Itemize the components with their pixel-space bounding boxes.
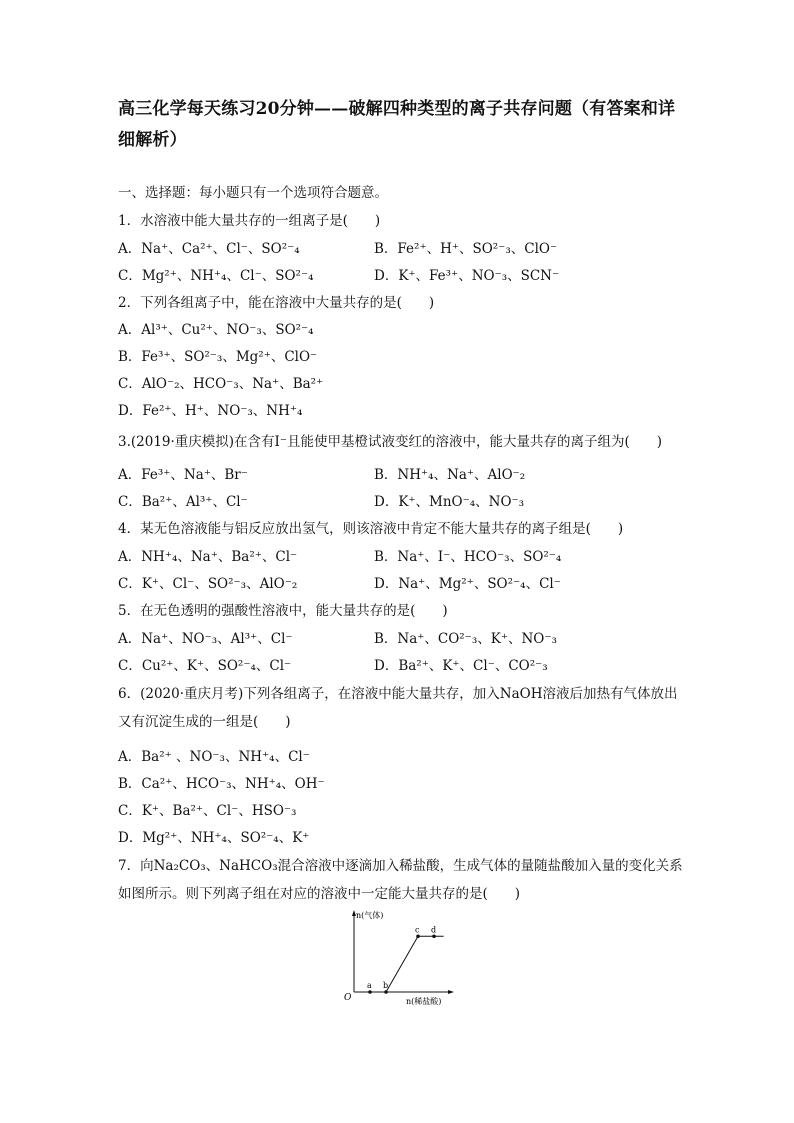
- q1-option-b: B．Fe²⁺、H⁺、SO²⁻₃、ClO⁻: [374, 241, 558, 257]
- q6-option-b: B．Ca²⁺、HCO⁻₃、NH⁺₄、OH⁻: [118, 776, 325, 792]
- q4-option-a: A．NH⁺₄、Na⁺、Ba²⁺、Cl⁻: [118, 549, 298, 565]
- point-b: [384, 990, 388, 994]
- q5-option-a: A．Na⁺、NO⁻₃、Al³⁺、Cl⁻: [118, 631, 293, 647]
- point-c: [416, 934, 420, 938]
- q1-option-c: C．Mg²⁺、NH⁺₄、Cl⁻、SO²⁻₄: [118, 268, 314, 284]
- x-axis-label: n(稀盐酸): [406, 997, 442, 1006]
- q3-option-d: D．K⁺、MnO⁻₄、NO⁻₃: [374, 494, 525, 510]
- q3-option-b: B．NH⁺₄、Na⁺、AlO⁻₂: [374, 467, 526, 483]
- q5-option-c: C．Cu²⁺、K⁺、SO²⁻₄、Cl⁻: [118, 658, 292, 674]
- section-header: 一、选择题：每小题只有一个选项符合题意。: [118, 185, 388, 201]
- point-label-d: d: [431, 925, 437, 935]
- question-4-stem: 4．某无色溶液能与铝反应放出氢气，则该溶液中肯定不能大量共存的离子组是( ): [118, 521, 624, 537]
- q4-option-d: D．Na⁺、Mg²⁺、SO²⁻₄、Cl⁻: [374, 576, 561, 592]
- point-label-c: c: [415, 925, 420, 935]
- q2-option-d: D．Fe²⁺、H⁺、NO⁻₃、NH⁺₄: [118, 403, 303, 419]
- question-2-stem: 2．下列各组离子中，能在溶液中大量共存的是( ): [118, 295, 435, 311]
- graph-marks: [367, 925, 444, 994]
- origin-label: O: [344, 993, 352, 1003]
- q2-option-a: A．Al³⁺、Cu²⁺、NO⁻₃、SO²⁻₄: [118, 322, 314, 338]
- q3-option-c: C．Ba²⁺、Al³⁺、Cl⁻: [118, 494, 248, 510]
- question-3-stem: 3.(2019·重庆模拟)在含有I⁻且能使甲基橙试液变红的溶液中，能大量共存的离子组为( ): [118, 434, 663, 450]
- q2-option-b: B．Fe³⁺、SO²⁻₃、Mg²⁺、ClO⁻: [118, 349, 318, 365]
- q3-option-a: A．Fe³⁺、Na⁺、Br⁻: [118, 467, 248, 483]
- q6-option-a: A．Ba²⁺ 、NO⁻₃、NH⁺₄、Cl⁻: [118, 749, 310, 765]
- gas-curve: [386, 936, 444, 992]
- q2-option-c: C．AlO⁻₂、HCO⁻₃、Na⁺、Ba²⁺: [118, 376, 324, 392]
- q1-option-d: D．K⁺、Fe³⁺、NO⁻₃、SCN⁻: [374, 268, 560, 284]
- point-label-a: a: [367, 981, 372, 990]
- question-5-stem: 5．在无色透明的强酸性溶液中，能大量共存的是( ): [118, 603, 448, 619]
- q5-option-d: D．Ba²⁺、K⁺、Cl⁻、CO²⁻₃: [374, 658, 548, 674]
- q4-option-b: B．Na⁺、I⁻、HCO⁻₃、SO²⁻₄: [374, 549, 562, 565]
- question-6-stem: 6．(2020·重庆月考)下列各组离子，在溶液中能大量共存，加入NaOH溶液后加热有气体放出又有沉淀生成的一组是( ): [118, 686, 678, 730]
- question-1-stem: 1．水溶液中能大量共存的一组离子是( ): [118, 213, 381, 229]
- q5-option-b: B．Na⁺、CO²⁻₃、K⁺、NO⁻₃: [374, 631, 557, 647]
- q6-option-c: C．K⁺、Ba²⁺、Cl⁻、HSO⁻₃: [118, 803, 297, 819]
- q6-option-d: D．Mg²⁺、NH⁺₄、SO²⁻₄、K⁺: [118, 830, 310, 846]
- y-axis-label: n(气体): [356, 911, 384, 920]
- x-axis-arrow: [448, 990, 454, 994]
- gas-volume-graph: [336, 906, 466, 1008]
- point-label-b: b: [383, 981, 389, 990]
- q1-option-a: A．Na⁺、Ca²⁺、Cl⁻、SO²⁻₄: [118, 241, 300, 257]
- question-7-stem: 7．向Na₂CO₃、NaHCO₃混合溶液中逐滴加入稀盐酸，生成气体的量随盐酸加入量的变化关系如图所示。则下列离子组在对应的溶液中一定能大量共存的是( ): [118, 858, 683, 902]
- q4-option-c: C．K⁺、Cl⁻、SO²⁻₃、AlO⁻₂: [118, 576, 298, 592]
- point-d: [432, 934, 436, 938]
- point-a: [368, 990, 372, 994]
- document-title: 高三化学每天练习20分钟——破解四种类型的离子共存问题（有答案和详细解析）: [118, 99, 676, 150]
